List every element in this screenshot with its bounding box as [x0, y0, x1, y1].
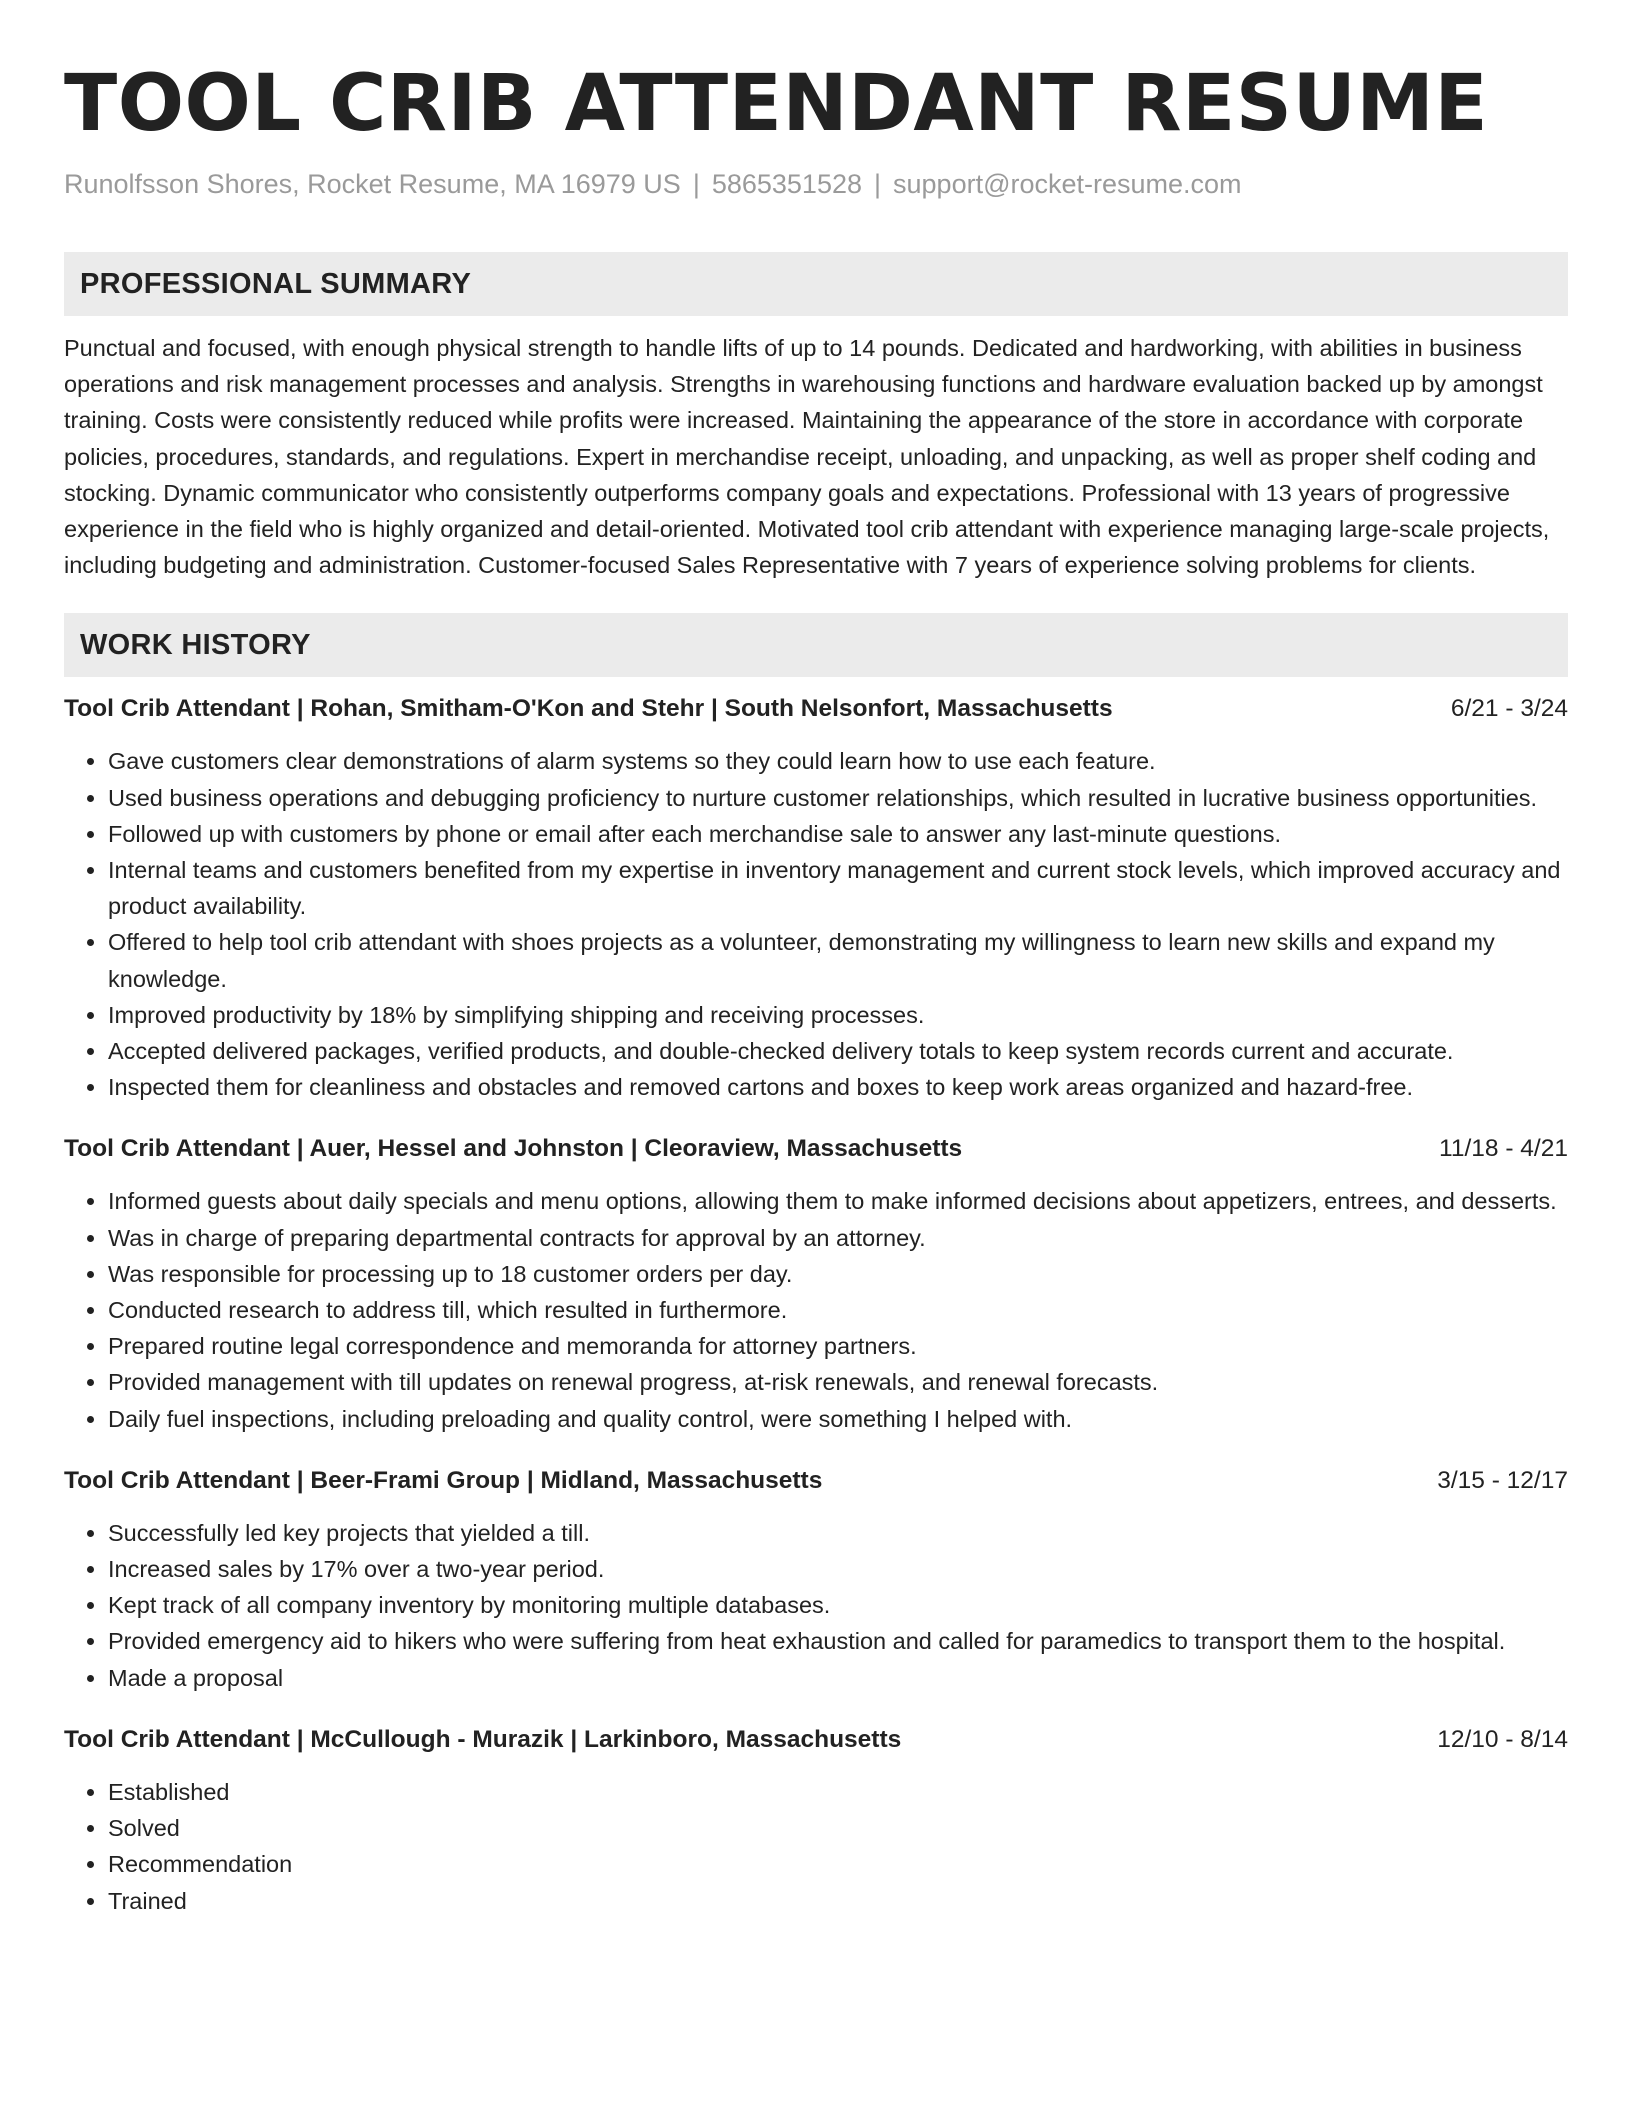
summary-heading: PROFESSIONAL SUMMARY: [64, 252, 1568, 316]
job-bullet: • Successfully led key projects that yielded a till.: [108, 1515, 1568, 1551]
job-bullet: • Prepared routine legal correspondence and memoranda for attorney partners.: [108, 1328, 1568, 1364]
job-bullet-list: [64, 1183, 1568, 1436]
job-dates: 11/18 - 4/21: [1439, 1135, 1568, 1163]
job-bullet: • Accepted delivered packages, verified products, and double-checked delivery totals to keep system records current and accurate.: [108, 1033, 1568, 1069]
job-title: Tool Crib Attendant | McCullough - Murazik | Larkinboro, Massachusetts: [64, 1725, 902, 1753]
resume-title: TOOL CRIB ATTENDANT RESUME: [64, 59, 1489, 149]
job-bullet: • Kept track of all company inventory by monitoring multiple databases.: [108, 1587, 1568, 1623]
contact-separator: |: [874, 169, 882, 199]
job-bullet: • Provided management with till updates on renewal progress, at-risk renewals, and renewal forecasts.: [108, 1364, 1568, 1400]
contact-phone: 5865351528: [711, 169, 862, 199]
job-bullet: • Offered to help tool crib attendant with shoes projects as a volunteer, demonstrating my willingness to learn new skills and expand my knowledge.: [108, 924, 1568, 996]
job-dates: 6/21 - 3/24: [1450, 695, 1568, 723]
job-header: [64, 1722, 1568, 1758]
summary-text: Punctual and focused, with enough physical strength to handle lifts of up to 14 pounds. Dedicated and hardworking, with abilities in business operations and risk management processes and analysis. Strengths in warehousing functions and hardware evaluation backed up by amongst training. Costs were consistently reduced while profits were increased. Maintaining the appearance of the store in accordance with corporate policies, procedures, standards, and regulations. Expert in merchandise receipt, unloading, and unpacking, as well as proper shelf coding and stocking. Dynamic communicator who consistently outperforms company goals and expectations. Professional with 13 years of progressive experience in the field who is highly organized and detail-oriented. Motivated tool crib attendant with experience managing large-scale projects, including budgeting and administration. Customer-focused Sales Representative with 7 years of experience solving problems for clients.: [64, 335, 1550, 579]
job-bullet: • Recommendation: [108, 1846, 1568, 1882]
job-bullet: • Informed guests about daily specials and menu options, allowing them to make informed decisions about appetizers, entrees, and desserts.: [108, 1183, 1568, 1219]
job-header: [64, 1131, 1568, 1167]
job-dates: 12/10 - 8/14: [1437, 1725, 1568, 1753]
job-bullet: • Used business operations and debugging proficiency to nurture customer relationships, which resulted in lucrative business opportunities.: [108, 780, 1568, 816]
job-entry: [64, 1131, 1568, 1436]
contact-address: Runolfsson Shores, Rocket Resume, MA 16979 US: [64, 169, 681, 199]
job-bullet: • Conducted research to address till, which resulted in furthermore.: [108, 1292, 1568, 1328]
job-bullet-list: [64, 1515, 1568, 1696]
contact-separator: |: [692, 169, 700, 199]
job-bullet: • Gave customers clear demonstrations of alarm systems so they could learn how to use each feature.: [108, 743, 1568, 779]
contact-line: [64, 166, 1568, 202]
contact-email: support@rocket-resume.com: [893, 169, 1242, 199]
job-bullet: • Internal teams and customers benefited from my expertise in inventory management and current stock levels, which improved accuracy and product availability.: [108, 852, 1568, 924]
job-bullet: • Trained: [108, 1883, 1568, 1919]
job-bullet-list: [64, 743, 1568, 1105]
job-entry: [64, 1463, 1568, 1696]
job-bullet: • Was in charge of preparing departmental contracts for approval by an attorney.: [108, 1220, 1568, 1256]
job-bullet: • Was responsible for processing up to 18 customer orders per day.: [108, 1256, 1568, 1292]
job-bullet: • Inspected them for cleanliness and obstacles and removed cartons and boxes to keep work areas organized and hazard-free.: [108, 1069, 1568, 1105]
work-history-heading: WORK HISTORY: [64, 613, 1568, 677]
job-dates: 3/15 - 12/17: [1437, 1466, 1568, 1494]
job-bullet: • Made a proposal: [108, 1660, 1568, 1696]
job-bullet: • Solved: [108, 1810, 1568, 1846]
job-entry: [64, 1722, 1568, 1919]
job-header: [64, 1463, 1568, 1499]
job-title: Tool Crib Attendant | Beer-Frami Group | Midland, Massachusetts: [64, 1466, 823, 1494]
job-header: [64, 691, 1568, 727]
job-bullet-list: [64, 1774, 1568, 1919]
job-entry: [64, 691, 1568, 1105]
job-bullet: • Established: [108, 1774, 1568, 1810]
job-bullet: • Increased sales by 17% over a two-year period.: [108, 1551, 1568, 1587]
job-title: Tool Crib Attendant | Auer, Hessel and Johnston | Cleoraview, Massachusetts: [64, 1135, 963, 1163]
job-bullet: • Improved productivity by 18% by simplifying shipping and receiving processes.: [108, 997, 1568, 1033]
job-bullet: • Daily fuel inspections, including preloading and quality control, were something I helped with.: [108, 1401, 1568, 1437]
job-bullet: • Provided emergency aid to hikers who were suffering from heat exhaustion and called for paramedics to transport them to the hospital.: [108, 1623, 1568, 1659]
job-title: Tool Crib Attendant | Rohan, Smitham-O'Kon and Stehr | South Nelsonfort, Massachusetts: [64, 695, 1113, 723]
job-bullet: • Followed up with customers by phone or email after each merchandise sale to answer any last-minute questions.: [108, 816, 1568, 852]
work-history-list: [64, 691, 1568, 1918]
